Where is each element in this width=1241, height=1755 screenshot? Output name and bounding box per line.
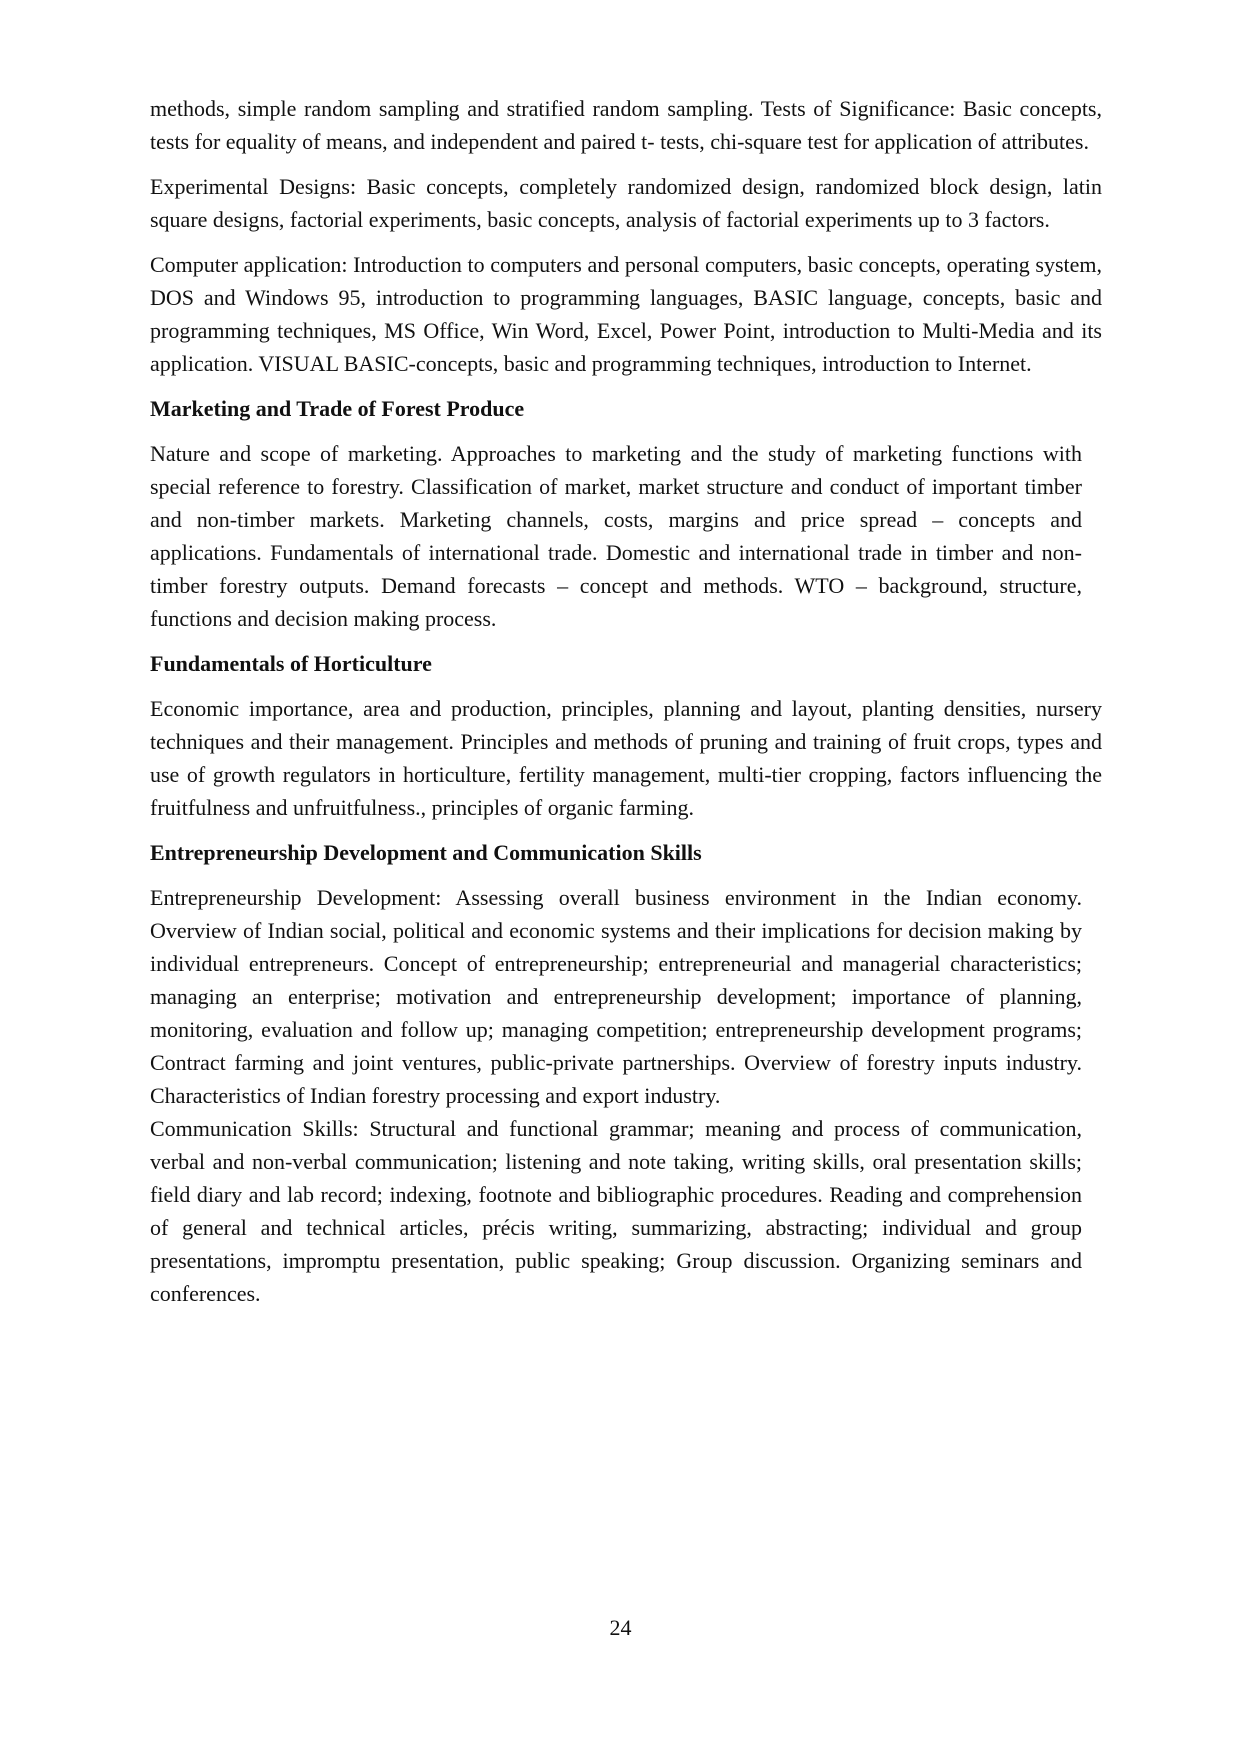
horticulture-paragraph: Economic importance, area and production, principles, planning and layout, planting densities, nursery techniques and their management. Principles and methods of pruning and training of fruit crops, types and use of growth regulators in horticulture, fertility management, multi-tier cropping, factors influencing the fruitfulness and unfruitfulness., principles of organic farming. xyxy=(150,696,1102,820)
marketing-heading: Marketing and Trade of Forest Produce xyxy=(150,396,525,421)
marketing-paragraph: Nature and scope of marketing. Approaches to marketing and the study of marketing functions with special reference to forestry. Classification of market, market structure and conduct of important timber and non-timber markets. Marketing channels, costs, margins and price spread – concepts and applications. Fundamentals of international trade. Domestic and international trade in timber and non-timber forestry outputs. Demand forecasts – concept and methods. WTO – background, structure, functions and decision making process. xyxy=(150,441,1082,631)
computer-application-paragraph: Computer application: Introduction to computers and personal computers, basic concepts, operating system, DOS and Windows 95, introduction to programming languages, BASIC language, concepts, basic and programming techniques, MS Office, Win Word, Excel, Power Point, introduction to Multi-Media and its application. VISUAL BASIC-concepts, basic and programming techniques, introduction to Internet. xyxy=(150,252,1102,376)
sampling-paragraph: methods, simple random sampling and stratified random sampling. Tests of Significance: Basic concepts, tests for equality of means, and independent and paired t- tests, chi-square test for application of attributes. xyxy=(150,96,1102,154)
entrepreneurship-heading: Entrepreneurship Development and Communication Skills xyxy=(150,840,702,865)
horticulture-heading: Fundamentals of Horticulture xyxy=(150,651,432,676)
document-page xyxy=(150,92,1102,1310)
experimental-designs-paragraph: Experimental Designs: Basic concepts, completely randomized design, randomized block design, latin square designs, factorial experiments, basic concepts, analysis of factorial experiments up to 3 factors. xyxy=(150,174,1102,232)
entrepreneurship-development-paragraph: Entrepreneurship Development: Assessing overall business environment in the Indian economy. Overview of Indian social, political and economic systems and their implications for decision making by individual entrepreneurs. Concept of entrepreneurship; entrepreneurial and managerial characteristics; managing an enterprise; motivation and entrepreneurship development; importance of planning, monitoring, evaluation and follow up; managing competition; entrepreneurship development programs; Contract farming and joint ventures, public-private partnerships. Overview of forestry inputs industry. Characteristics of Indian forestry processing and export industry. xyxy=(150,885,1082,1108)
page-number: 24 xyxy=(609,1615,632,1640)
communication-skills-paragraph: Communication Skills: Structural and functional grammar; meaning and process of communication, verbal and non-verbal communication; listening and note taking, writing skills, oral presentation skills; field diary and lab record; indexing, footnote and bibliographic procedures. Reading and comprehension of general and technical articles, précis writing, summarizing, abstracting; individual and group presentations, impromptu presentation, public speaking; Group discussion. Organizing seminars and conferences. xyxy=(150,1116,1082,1306)
